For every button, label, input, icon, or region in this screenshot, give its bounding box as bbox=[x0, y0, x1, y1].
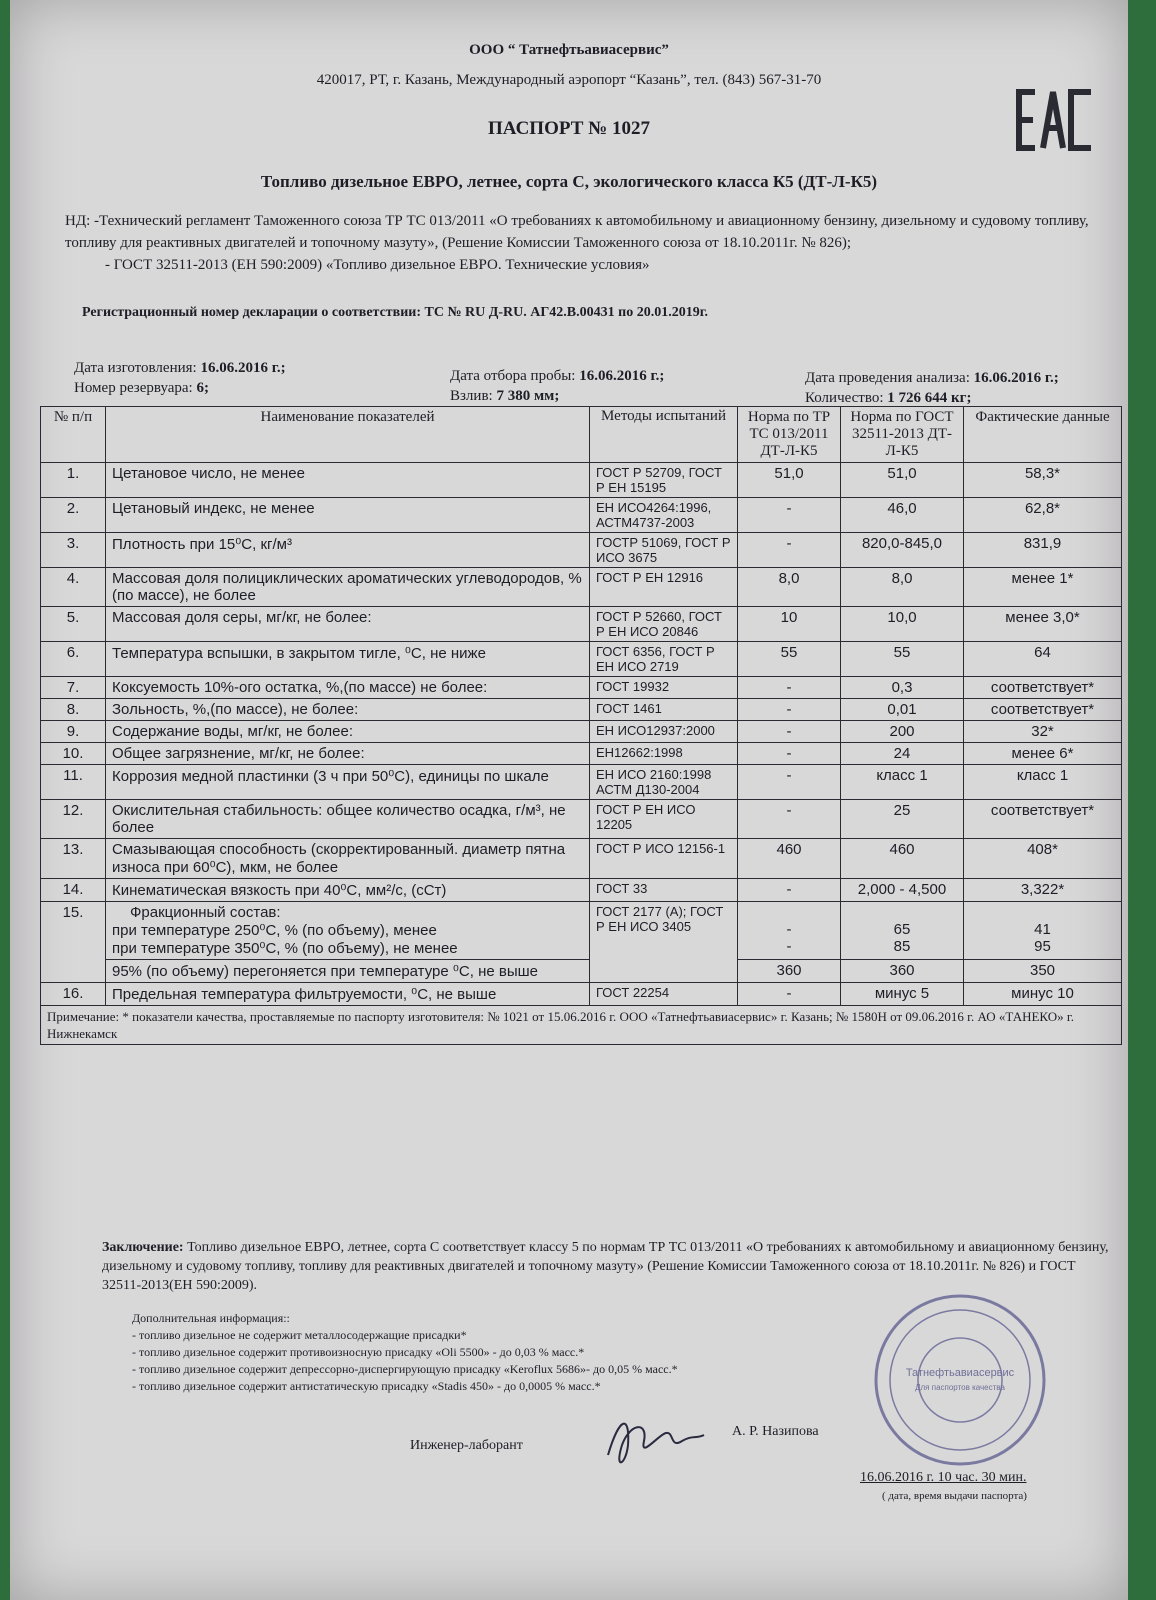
row-method: ГОСТ Р ЕН ИСО 12205 bbox=[590, 800, 738, 839]
analysis-date-value: 16.06.2016 г.; bbox=[973, 370, 1059, 386]
row-num: 6. bbox=[41, 642, 106, 677]
quantity-value: 1 726 644 кг; bbox=[887, 390, 972, 406]
row-num: 3. bbox=[41, 533, 106, 568]
conclusion-label: Заключение: bbox=[102, 1240, 184, 1255]
mfg-date-label: Дата изготовления: bbox=[74, 360, 197, 376]
quality-table bbox=[40, 406, 1122, 1045]
issue-caption: ( дата, время выдачи паспорта) bbox=[882, 1490, 1027, 1502]
row-name: Окислительная стабильность: общее количество осадка, г/м³, не более bbox=[106, 800, 590, 839]
row-method: ЕН12662:1998 bbox=[590, 743, 738, 765]
row-gost: 2,000 - 4,500 bbox=[841, 879, 964, 902]
table-note-row bbox=[41, 1006, 1122, 1045]
row-gost: 0,3 bbox=[841, 677, 964, 699]
table-row-fraction bbox=[41, 902, 1122, 960]
row-num: 9. bbox=[41, 721, 106, 743]
level-value: 7 380 мм; bbox=[496, 388, 560, 404]
row-num: 8. bbox=[41, 699, 106, 721]
col-header-name: Наименование показателей bbox=[106, 407, 590, 463]
tank-label: Номер резервуара: bbox=[74, 380, 193, 396]
gost-350: 85 bbox=[893, 938, 911, 955]
table-note: Примечание: * показатели качества, проставляемые по паспорту изготовителя: № 1021 от 15.06.2016 г. ООО «Татнефтьавиасервис» г. Казань; № 1580Н от 09.06.2016 г. АО «ТАНЕКО» г. Нижнекамск bbox=[41, 1006, 1122, 1045]
row-gost: 46,0 bbox=[841, 498, 964, 533]
row-tr: - bbox=[738, 983, 841, 1006]
table-row bbox=[41, 699, 1122, 721]
company-address: 420017, РТ, г. Казань, Международный аэропорт “Казань”, тел. (843) 567-31-70 bbox=[316, 72, 822, 88]
row-fact: менее 6* bbox=[964, 743, 1122, 765]
signature-scribble-icon bbox=[600, 1405, 710, 1475]
table-row-fraction-95 bbox=[41, 960, 1122, 983]
row-num: 2. bbox=[41, 498, 106, 533]
row-tr: - bbox=[738, 879, 841, 902]
row-method: ГОСТ 1461 bbox=[590, 699, 738, 721]
row-gost: 51,0 bbox=[841, 463, 964, 498]
row-fact: 62,8* bbox=[964, 498, 1122, 533]
row-method: ГОСТ 2177 (А); ГОСТ Р ЕН ИСО 3405 bbox=[590, 902, 738, 983]
company-seal-icon bbox=[870, 1290, 1050, 1470]
row-num: 10. bbox=[41, 743, 106, 765]
row-method: ЕН ИСО4264:1996, АСТМ4737-2003 bbox=[590, 498, 738, 533]
row-tr bbox=[738, 902, 841, 960]
row-method: ГОСТ Р 52709, ГОСТ Р ЕН 15195 bbox=[590, 463, 738, 498]
company-name: ООО “ Татнефтьавиасервис” bbox=[469, 42, 669, 58]
row-fact: минус 10 bbox=[964, 983, 1122, 1006]
table-row bbox=[41, 879, 1122, 902]
row-method: ГОСТ 22254 bbox=[590, 983, 738, 1006]
table-row bbox=[41, 743, 1122, 765]
row-tr: - bbox=[738, 498, 841, 533]
additional-item: - топливо дизельное не содержит металлосодержащие присадки* bbox=[132, 1328, 467, 1342]
row-gost: 24 bbox=[841, 743, 964, 765]
row-gost: 8,0 bbox=[841, 568, 964, 607]
row-tr: - bbox=[738, 800, 841, 839]
row-name: Температура вспышки, в закрытом тигле, ⁰С, не ниже bbox=[106, 642, 590, 677]
level-label: Взлив: bbox=[450, 388, 493, 404]
table-row bbox=[41, 642, 1122, 677]
col-header-num: № п/п bbox=[41, 407, 106, 463]
conclusion bbox=[102, 1238, 1112, 1295]
additional-item: - топливо дизельное содержит противоизносную присадку «Oli 5500» - до 0,03 % масс.* bbox=[132, 1345, 585, 1359]
sample-date-label: Дата отбора пробы: bbox=[450, 368, 576, 384]
additional-info bbox=[132, 1310, 892, 1395]
row-tr: - bbox=[738, 721, 841, 743]
row-tr: 460 bbox=[738, 839, 841, 879]
row-fact: соответствует* bbox=[964, 800, 1122, 839]
row-num: 5. bbox=[41, 607, 106, 642]
table-row bbox=[41, 607, 1122, 642]
fraction-title: Фракционный состав: bbox=[130, 904, 281, 921]
table-row bbox=[41, 498, 1122, 533]
table-row bbox=[41, 533, 1122, 568]
row-gost: класс 1 bbox=[841, 765, 964, 800]
row-name: Коксуемость 10%-ого остатка, %,(по массе) не более: bbox=[106, 677, 590, 699]
passport-title: ПАСПОРТ № 1027 bbox=[488, 118, 650, 139]
row-num: 11. bbox=[41, 765, 106, 800]
row-fact: соответствует* bbox=[964, 699, 1122, 721]
tank bbox=[74, 380, 209, 397]
table-row bbox=[41, 765, 1122, 800]
row-gost: 360 bbox=[841, 960, 964, 983]
col-header-fact: Фактические данные bbox=[964, 407, 1122, 463]
row-gost: 0,01 bbox=[841, 699, 964, 721]
row-name: Коррозия медной пластинки (3 ч при 50⁰С), единицы по шкале bbox=[106, 765, 590, 800]
row-num: 13. bbox=[41, 839, 106, 879]
table-header-row bbox=[41, 407, 1122, 463]
row-method: ГОСТ Р 52660, ГОСТ Р ЕН ИСО 20846 bbox=[590, 607, 738, 642]
table-row bbox=[41, 800, 1122, 839]
mfg-date-value: 16.06.2016 г.; bbox=[200, 360, 286, 376]
row-name: Зольность, %,(по массе), не более: bbox=[106, 699, 590, 721]
row-name: Кинематическая вязкость при 40⁰С, мм²/с, (сСт) bbox=[106, 879, 590, 902]
row-name bbox=[106, 902, 590, 960]
row-gost: 10,0 bbox=[841, 607, 964, 642]
passport-sheet bbox=[10, 0, 1128, 1600]
table-row bbox=[41, 568, 1122, 607]
table-row bbox=[41, 983, 1122, 1006]
registration-number: Регистрационный номер декларации о соответствии: ТС № RU Д-RU. АГ42.В.00431 по 20.01.2019г. bbox=[82, 305, 708, 320]
analysis-date-label: Дата проведения анализа: bbox=[805, 370, 970, 386]
normative-docs bbox=[65, 210, 1105, 276]
row-num: 15. bbox=[41, 902, 106, 983]
row-name: Цетановый индекс, не менее bbox=[106, 498, 590, 533]
row-name: Цетановое число, не менее bbox=[106, 463, 590, 498]
col-header-tr: Норма по ТР ТС 013/2011 ДТ-Л-К5 bbox=[738, 407, 841, 463]
row-tr: - bbox=[738, 699, 841, 721]
row-name: Массовая доля серы, мг/кг, не более: bbox=[106, 607, 590, 642]
seal-text: Татнефтьавиасервис bbox=[905, 1367, 1015, 1379]
row-gost bbox=[841, 902, 964, 960]
row-method: ГОСТ 6356, ГОСТ Р ЕН ИСО 2719 bbox=[590, 642, 738, 677]
additional-item: - топливо дизельное содержит депрессорно-диспергирующую присадку «Keroflux 5686»- до 0,05 % масс.* bbox=[132, 1362, 678, 1376]
quantity-label: Количество: bbox=[805, 390, 884, 406]
row-method: ЕН ИСО 2160:1998 АСТМ Д130-2004 bbox=[590, 765, 738, 800]
row-tr: 10 bbox=[738, 607, 841, 642]
seal-subtext: Для паспортов качества bbox=[915, 1383, 1005, 1392]
row-fact: менее 1* bbox=[964, 568, 1122, 607]
row-method: ГОСТ 33 bbox=[590, 879, 738, 902]
row-fact: 408* bbox=[964, 839, 1122, 879]
quantity bbox=[805, 390, 971, 407]
row-fact bbox=[964, 902, 1122, 960]
row-name: Общее загрязнение, мг/кг, не более: bbox=[106, 743, 590, 765]
fraction-350: при температуре 350⁰С, % (по объему), не менее bbox=[112, 940, 458, 957]
row-fact: соответствует* bbox=[964, 677, 1122, 699]
signer-role: Инженер-лаборант bbox=[410, 1438, 523, 1453]
row-tr: - bbox=[738, 677, 841, 699]
row-num: 1. bbox=[41, 463, 106, 498]
row-tr: 360 bbox=[738, 960, 841, 983]
tr-350: - bbox=[786, 938, 792, 955]
row-gost: 460 bbox=[841, 839, 964, 879]
additional-item: - топливо дизельное содержит антистатическую присадку «Stadis 450» - до 0,0005 % масс.* bbox=[132, 1379, 601, 1393]
row-name: Массовая доля полициклических ароматических углеводородов, % (по массе), не более bbox=[106, 568, 590, 607]
row-method: ГОСТ 19932 bbox=[590, 677, 738, 699]
row-name: Смазывающая способность (скорректированный. диаметр пятна износа при 60⁰С), мкм, не более bbox=[106, 839, 590, 879]
sample-date bbox=[450, 368, 664, 385]
row-name: Содержание воды, мг/кг, не более: bbox=[106, 721, 590, 743]
tank-value: 6; bbox=[196, 380, 209, 396]
row-method: ГОСТ Р ИСО 12156-1 bbox=[590, 839, 738, 879]
row-fact: 58,3* bbox=[964, 463, 1122, 498]
row-fact: менее 3,0* bbox=[964, 607, 1122, 642]
row-num: 4. bbox=[41, 568, 106, 607]
table-row bbox=[41, 839, 1122, 879]
table-row bbox=[41, 677, 1122, 699]
level bbox=[450, 388, 559, 405]
row-num: 14. bbox=[41, 879, 106, 902]
nd-line-2: - ГОСТ 32511-2013 (ЕН 590:2009) «Топливо дизельное ЕВРО. Технические условия» bbox=[105, 257, 650, 273]
signer-name: А. Р. Назипова bbox=[732, 1424, 819, 1439]
table-row bbox=[41, 463, 1122, 498]
row-fact: 831,9 bbox=[964, 533, 1122, 568]
row-fact: 32* bbox=[964, 721, 1122, 743]
conclusion-text: Топливо дизельное ЕВРО, летнее, сорта С соответствует классу 5 по нормам ТР ТС 013/2011 «О требованиях к автомобильному и авиационному бензину, дизельному и судовому топливу, топливу для реактивных двигателей и топочному мазуту» (Решение Комиссии Таможенного союза от 18.10.2011г. № 826) и ГОСТ 32511-2013(ЕН 590:2009). bbox=[102, 1240, 1109, 1293]
analysis-date bbox=[805, 370, 1059, 387]
row-fact: 64 bbox=[964, 642, 1122, 677]
fraction-250: при температуре 250⁰С, % (по объему), менее bbox=[112, 922, 437, 939]
row-fact: 3,322* bbox=[964, 879, 1122, 902]
row-name: Предельная температура фильтруемости, ⁰С, не выше bbox=[106, 983, 590, 1006]
row-name: Плотность при 15⁰С, кг/м³ bbox=[106, 533, 590, 568]
additional-title: Дополнительная информация:: bbox=[132, 1311, 290, 1325]
row-gost: минус 5 bbox=[841, 983, 964, 1006]
product-title: Топливо дизельное ЕВРО, летнее, сорта С, экологического класса К5 (ДТ-Л-К5) bbox=[260, 172, 878, 191]
fact-350: 95 bbox=[1034, 938, 1051, 955]
row-method: ЕН ИСО12937:2000 bbox=[590, 721, 738, 743]
sample-date-value: 16.06.2016 г.; bbox=[579, 368, 665, 384]
row-num: 7. bbox=[41, 677, 106, 699]
row-name: 95% (по объему) перегоняется при температуре ⁰С, не выше bbox=[106, 960, 590, 983]
row-tr: - bbox=[738, 743, 841, 765]
row-fact: 350 bbox=[964, 960, 1122, 983]
row-method: ГОСТР 51069, ГОСТ Р ИСО 3675 bbox=[590, 533, 738, 568]
nd-line-1: НД: -Технический регламент Таможенного союза ТР ТС 013/2011 «О требованиях к автомобильному и авиационному бензину, дизельному и судовому топливу, топливу для реактивных двигателей и топочному мазуту», (Решение Комиссии Таможенного союза от 18.10.2011г. № 826); bbox=[65, 213, 1089, 251]
row-tr: 8,0 bbox=[738, 568, 841, 607]
row-tr: - bbox=[738, 533, 841, 568]
row-gost: 200 bbox=[841, 721, 964, 743]
row-num: 16. bbox=[41, 983, 106, 1006]
col-header-gost: Норма по ГОСТ 32511-2013 ДТ-Л-К5 bbox=[841, 407, 964, 463]
mfg-date bbox=[74, 360, 286, 377]
row-tr: 51,0 bbox=[738, 463, 841, 498]
gost-250: 65 bbox=[893, 921, 911, 938]
row-gost: 55 bbox=[841, 642, 964, 677]
tr-250: - bbox=[786, 921, 792, 938]
row-gost: 820,0-845,0 bbox=[841, 533, 964, 568]
fact-250: 41 bbox=[1034, 921, 1051, 938]
row-tr: 55 bbox=[738, 642, 841, 677]
row-fact: класс 1 bbox=[964, 765, 1122, 800]
row-tr: - bbox=[738, 765, 841, 800]
issue-datetime: 16.06.2016 г. 10 час. 30 мин. bbox=[860, 1470, 1027, 1485]
col-header-method: Методы испытаний bbox=[590, 407, 738, 463]
row-method: ГОСТ Р ЕН 12916 bbox=[590, 568, 738, 607]
row-num: 12. bbox=[41, 800, 106, 839]
table-row bbox=[41, 721, 1122, 743]
row-gost: 25 bbox=[841, 800, 964, 839]
